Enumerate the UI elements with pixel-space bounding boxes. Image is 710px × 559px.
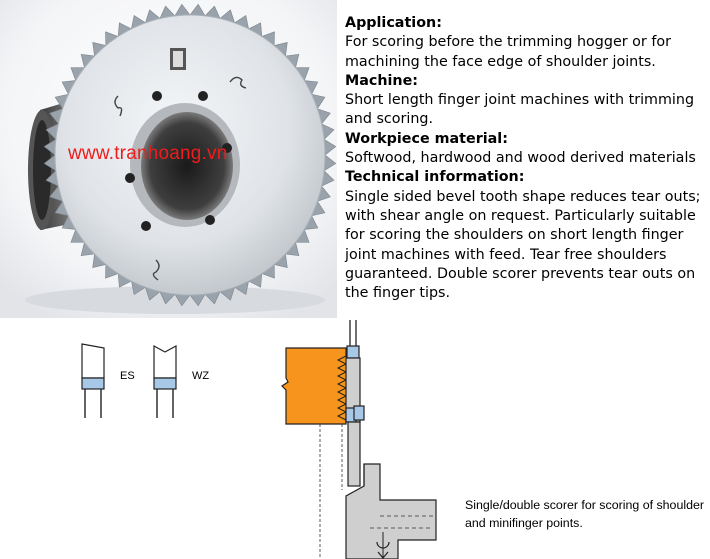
diagram-caption: Single/double scorer for scoring of shoulder and minifinger points. (465, 498, 704, 530)
technical-heading: Technical information: (345, 169, 525, 186)
application-text: For scoring before the trimming hogger or for machining the face edge of shoulder joints. (345, 34, 672, 70)
wz-label: WZ (192, 370, 210, 382)
product-description (345, 14, 707, 303)
machine-text: Short length finger joint machines with trimming and scoring. (345, 92, 695, 128)
es-profile-diagram (76, 340, 110, 420)
workpiece-text: Softwood, hardwood and wood derived materials (345, 150, 696, 167)
technical-text: Single sided bevel tooth shape reduces tear outs; with shear angle on request. Particularly suitable for scoring the shoulders on short length finger joint machines with feed. Tear free shoulders guaranteed. Double scorer prevents tear outs on the finger tips. (345, 188, 701, 302)
scoring-cross-section-diagram (280, 320, 455, 559)
wz-profile-diagram (148, 340, 182, 420)
watermark-text: www.tranhoang.vn (68, 143, 228, 164)
application-heading: Application: (345, 15, 442, 31)
workpiece-heading: Workpiece material: (345, 130, 508, 147)
machine-heading: Machine: (345, 72, 419, 89)
es-label: ES (120, 370, 135, 382)
